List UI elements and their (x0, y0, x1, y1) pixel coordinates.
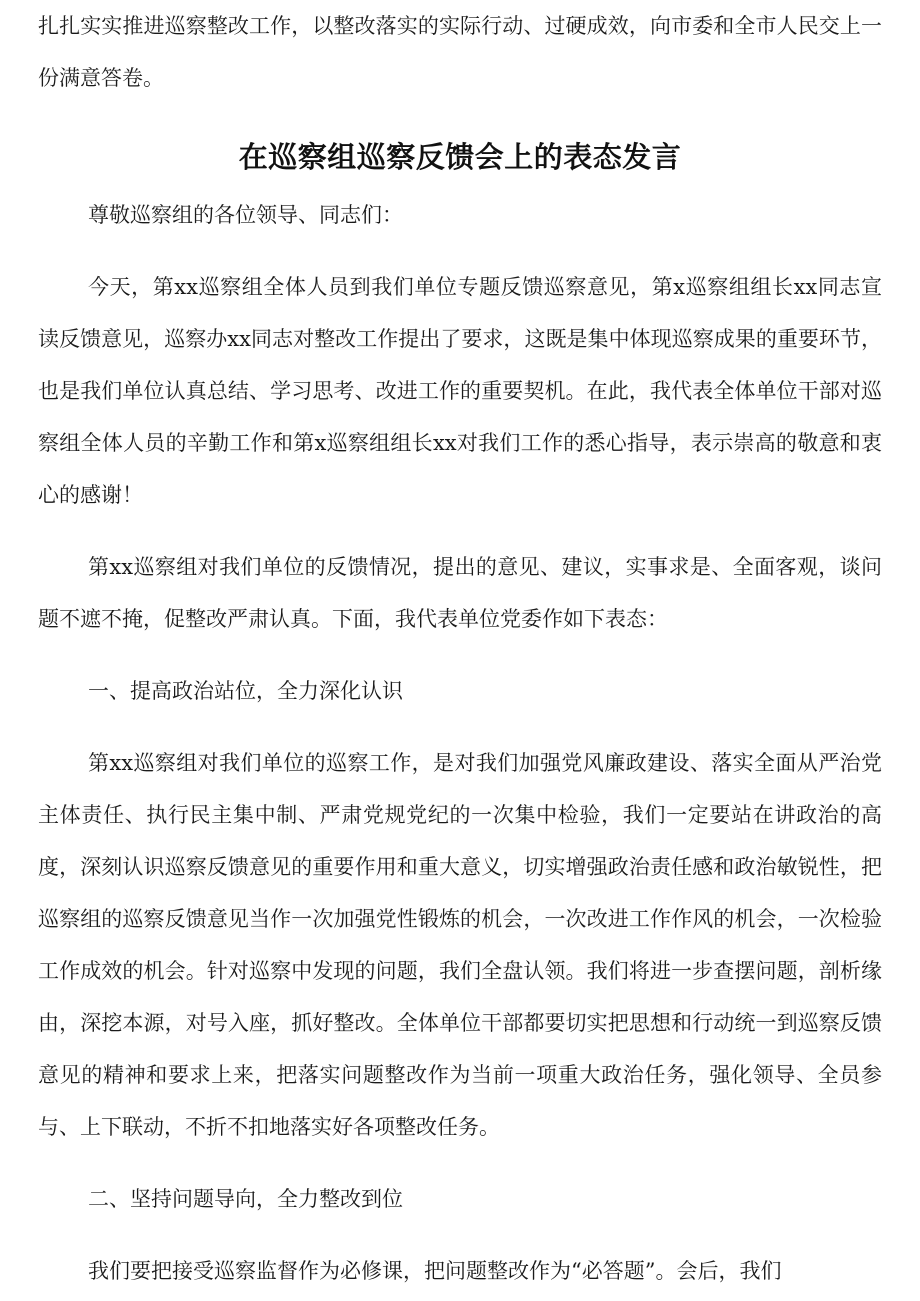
section-body-2: 我们要把接受巡察监督作为必修课，把问题整改作为“必答题”。会后，我们 (88, 1259, 782, 1283)
continuation-paragraph: 扎扎实实推进巡察整改工作，以整改落实的实际行动、过硬成效，向市委和全市人民交上一份满意答卷。 (38, 14, 882, 90)
stance-paragraph: 第xx巡察组对我们单位的反馈情况，提出的意见、建议，实事求是、全面客观，谈问题不遮不掩，促整改严肃认真。下面，我代表单位党委作如下表态： (38, 555, 882, 631)
intro-paragraph: 今天，第xx巡察组全体人员到我们单位专题反馈巡察意见，第x巡察组组长xx同志宣读反馈意见，巡察办xx同志对整改工作提出了要求，这既是集中体现巡察成果的重要环节，也是我们单位认真总结、学习思考、改进工作的重要契机。在此，我代表全体单位干部对巡察组全体人员的辛勤工作和第x巡察组组长xx对我们工作的悉心指导，表示崇高的敬意和衷心的感谢！ (38, 275, 882, 507)
salutation: 尊敬巡察组的各位领导、同志们： (88, 203, 403, 227)
document-page (38, 0, 882, 1297)
section-heading-1: 一、提高政治站位，全力深化认识 (88, 679, 403, 703)
document-title: 在巡察组巡察反馈会上的表态发言 (238, 140, 682, 174)
section-heading-2: 二、坚持问题导向，全力整改到位 (88, 1187, 403, 1211)
section-body-1: 第xx巡察组对我们单位的巡察工作，是对我们加强党风廉政建设、落实全面从严治党主体责任、执行民主集中制、严肃党规党纪的一次集中检验，我们一定要站在讲政治的高度，深刻认识巡察反馈意见的重要作用和重大意义，切实增强政治责任感和政治敏锐性，把巡察组的巡察反馈意见当作一次加强党性锻炼的机会，一次改进工作作风的机会，一次检验工作成效的机会。针对巡察中发现的问题，我们全盘认领。我们将进一步查摆问题，剖析缘由，深挖本源，对号入座，抓好整改。全体单位干部都要切实把思想和行动统一到巡察反馈意见的精神和要求上来，把落实问题整改作为当前一项重大政治任务，强化领导、全员参与、上下联动，不折不扣地落实好各项整改任务。 (38, 751, 882, 1139)
